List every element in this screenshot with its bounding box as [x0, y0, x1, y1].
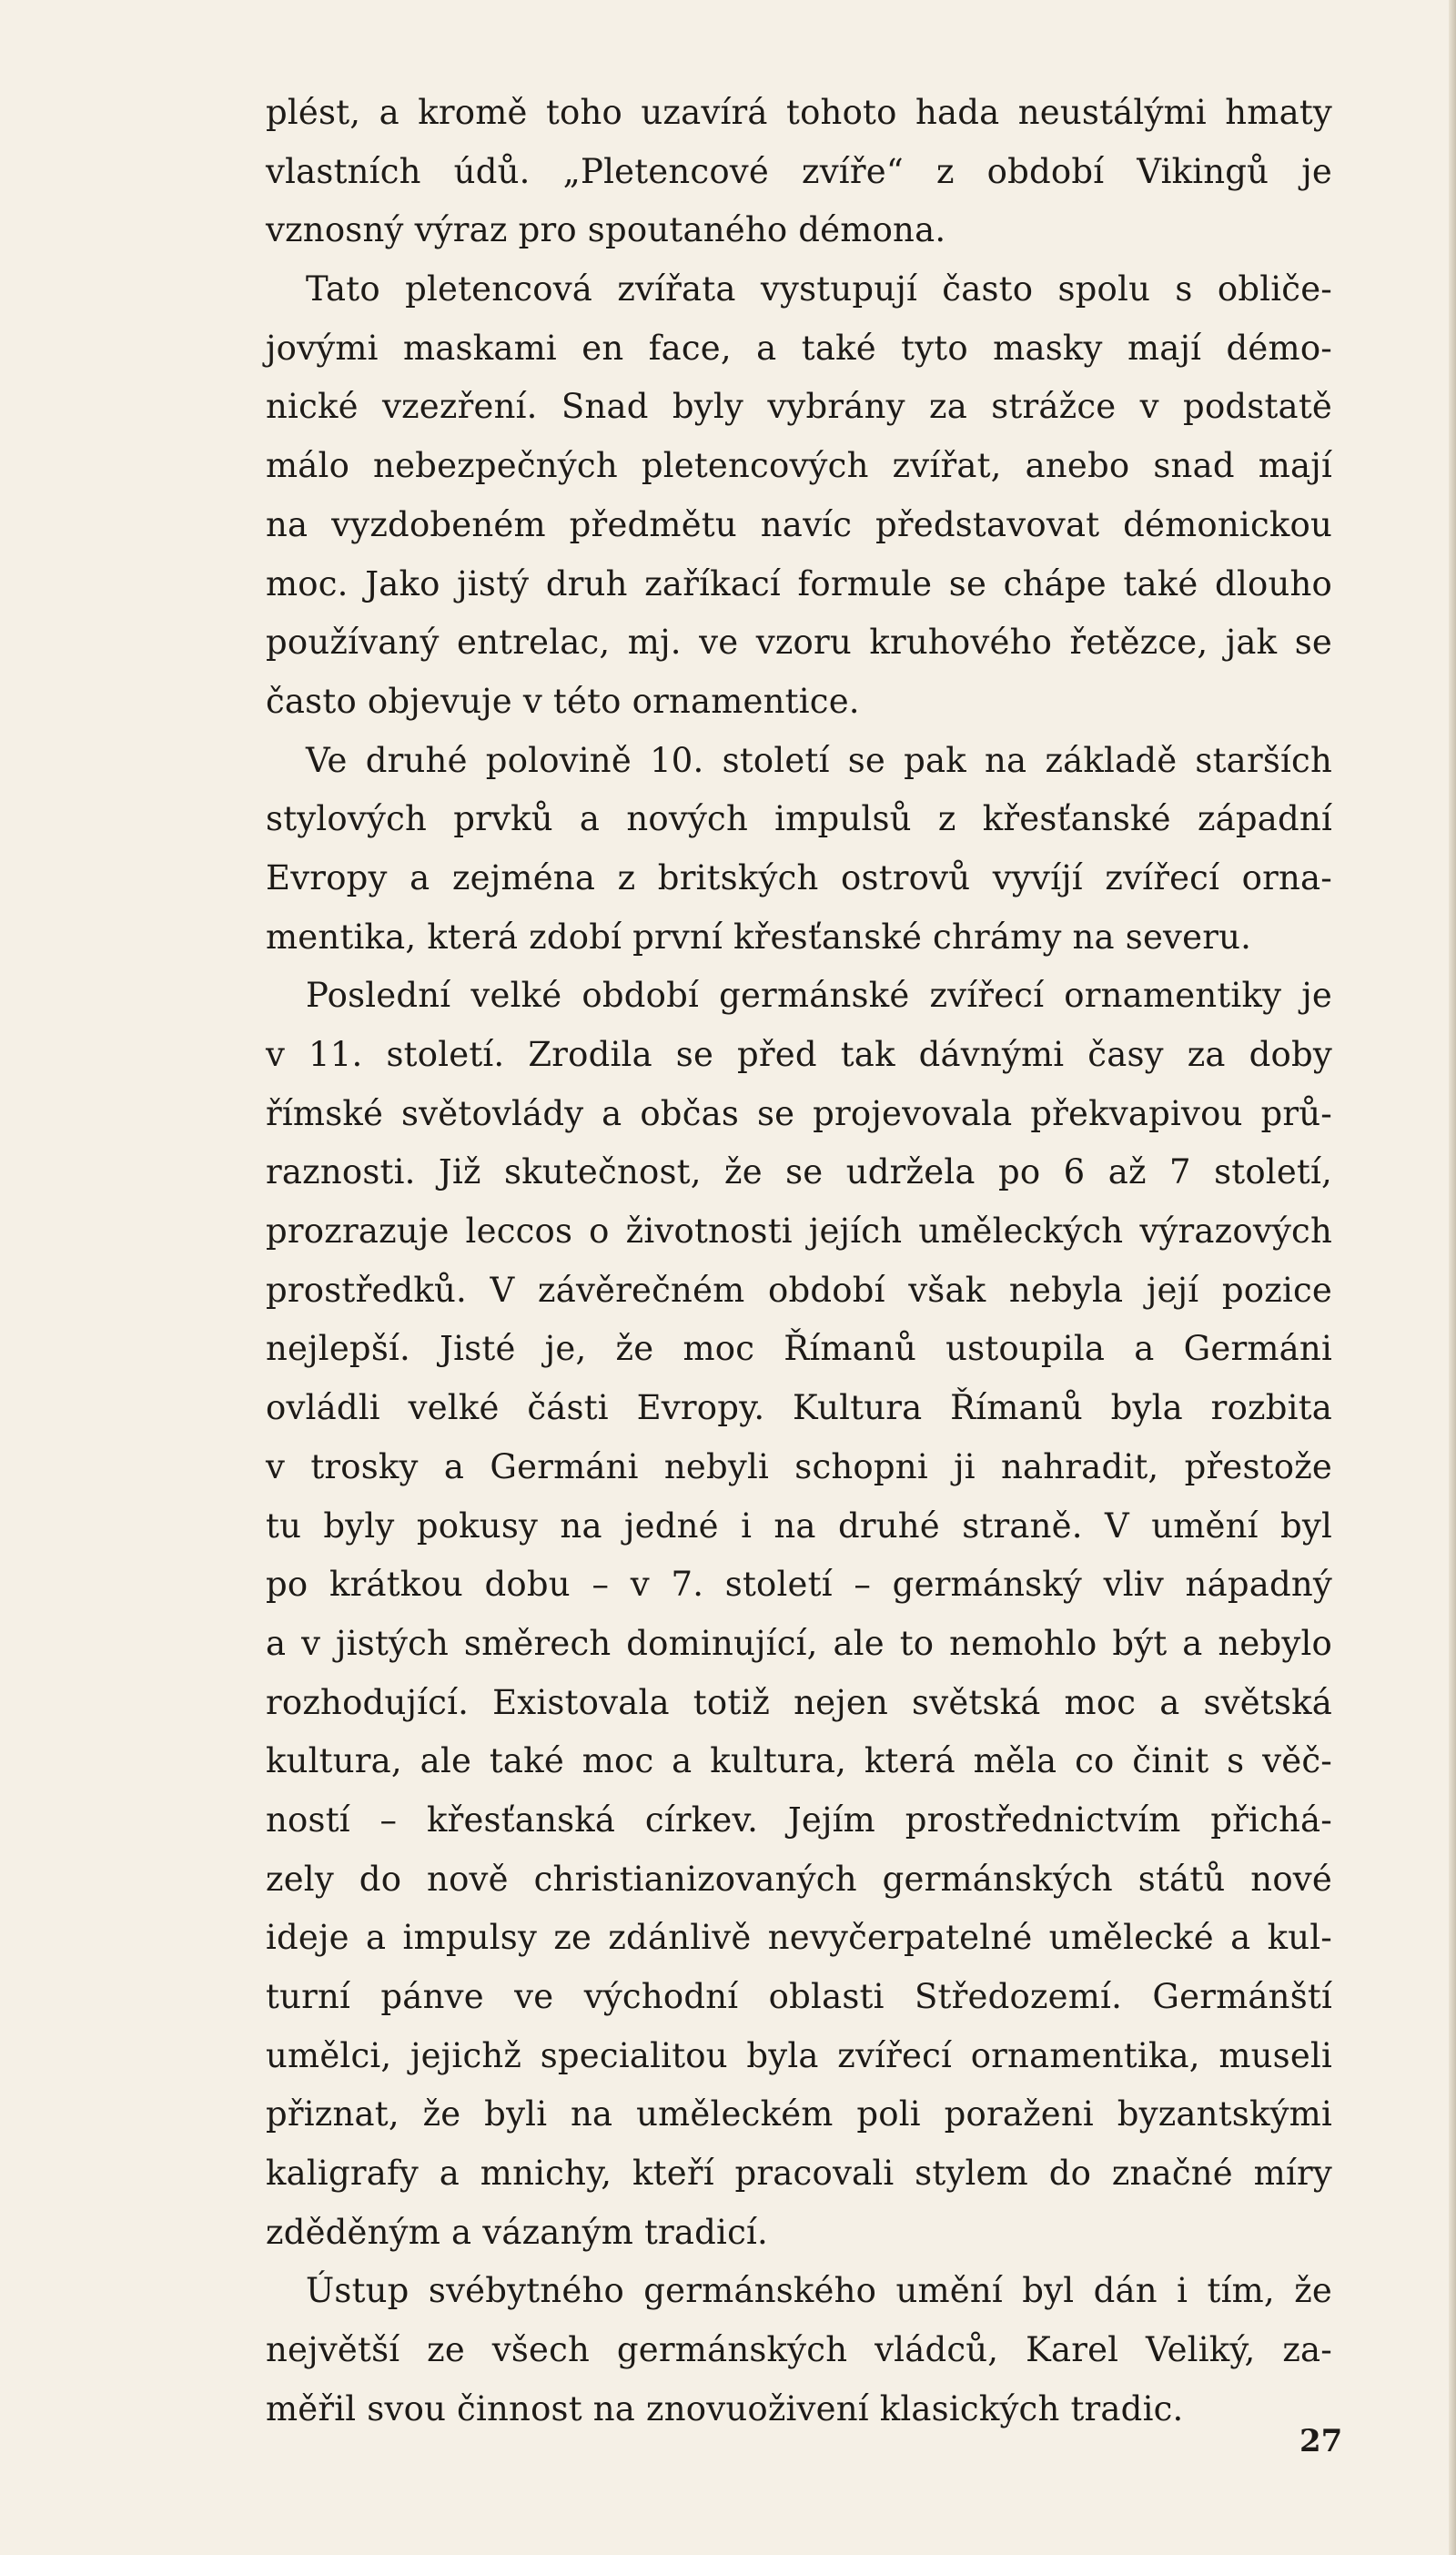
text-line: rozhodující. Existovala totiž nejen světská moc a světská: [266, 1682, 1332, 1722]
text-line: jovými maskami en face, a také tyto masky mají démo-: [266, 328, 1332, 368]
text-line: římské světovlády a občas se projevovala překvapivou prů-: [266, 1093, 1332, 1133]
text-line: vznosný výraz pro spoutaného démona.: [266, 210, 946, 250]
text-line: tu byly pokusy na jedné i na druhé straně. V umění byl: [266, 1506, 1332, 1546]
text-line: největší ze všech germánských vládců, Karel Veliký, za-: [266, 2330, 1332, 2370]
text-line: Poslední velké období germánské zvířecí ornamentiky je: [306, 976, 1332, 1016]
text-line: nické vzezření. Snad byly vybrány za strážce v podstatě: [266, 387, 1332, 427]
text-line: turní pánve ve východní oblasti Středozemí. Germánští: [266, 1977, 1332, 2016]
text-line: prozrazuje leccos o životnosti jejích uměleckých výrazových: [266, 1212, 1332, 1252]
text-line: po krátkou dobu – v 7. století – germánský vliv nápadný: [266, 1565, 1332, 1605]
text-line: měřil svou činnost na znovuoživení klasických tradic.: [266, 2388, 1184, 2428]
text-line: Evropy a zejména z britských ostrovů vyvíjí zvířecí orna-: [266, 857, 1332, 897]
page-number: 27: [1299, 2423, 1343, 2459]
text-line: mentika, která zdobí první křesťanské chrámy na severu.: [266, 917, 1252, 957]
text-line: ovládli velké části Evropy. Kultura Římanů byla rozbita: [266, 1388, 1332, 1428]
text-line: často objevuje v této ornamentice.: [266, 681, 860, 721]
text-line: Ve druhé polovině 10. století se pak na základě starších: [306, 740, 1332, 780]
text-line: kultura, ale také moc a kultura, která měla co činit s věč-: [266, 1741, 1332, 1781]
body-text: [266, 84, 1332, 2439]
text-line: nejlepší. Jisté je, že moc Římanů ustoupila a Germáni: [266, 1329, 1332, 1369]
text-line: v 11. století. Zrodila se před tak dávnými časy za doby: [266, 1035, 1332, 1074]
text-line: prostředků. V závěrečném období však nebyla její pozice: [266, 1270, 1332, 1310]
text-line: zely do nově christianizovaných germánských států nové: [266, 1859, 1332, 1899]
text-line: a v jistých směrech dominující, ale to nemohlo být a nebylo: [266, 1623, 1332, 1663]
text-line: Ústup svébytného germánského umění byl dán i tím, že: [306, 2271, 1332, 2311]
text-line: plést, a kromě toho uzavírá tohoto hada neustálými hmaty: [266, 93, 1332, 132]
text-line: vlastních údů. „Pletencové zvíře“ z období Vikingů je: [266, 151, 1332, 191]
text-line: Tato pletencová zvířata vystupují často spolu s obliče-: [306, 269, 1332, 309]
text-line: kaligrafy a mnichy, kteří pracovali stylem do značné míry: [266, 2154, 1332, 2194]
text-line: v trosky a Germáni nebyli schopni ji nahradit, přestože: [266, 1446, 1332, 1486]
text-line: na vyzdobeném předmětu navíc představovat démonickou: [266, 504, 1332, 544]
text-line: ideje a impulsy ze zdánlivě nevyčerpatelné umělecké a kul-: [266, 1918, 1332, 1958]
text-line: přiznat, že byli na uměleckém poli poraženi byzantskými: [266, 2094, 1332, 2134]
text-line: málo nebezpečných pletencových zvířat, anebo snad mají: [266, 446, 1332, 486]
text-line: stylových prvků a nových impulsů z křesťanské západní: [266, 799, 1332, 839]
text-line: zděděným a vázaným tradicí.: [266, 2212, 768, 2252]
text-line: ností – křesťanská církev. Jejím prostřednictvím přichá-: [266, 1800, 1332, 1840]
text-line: používaný entrelac, mj. ve vzoru kruhového řetězce, jak se: [266, 623, 1332, 663]
text-line: moc. Jako jistý druh zaříkací formule se chápe také dlouho: [266, 563, 1332, 603]
page-edge: [1449, 0, 1456, 2555]
text-line: raznosti. Již skutečnost, že se udržela po 6 až 7 století,: [266, 1152, 1332, 1192]
text-line: umělci, jejichž specialitou byla zvířecí ornamentika, museli: [266, 2035, 1332, 2075]
